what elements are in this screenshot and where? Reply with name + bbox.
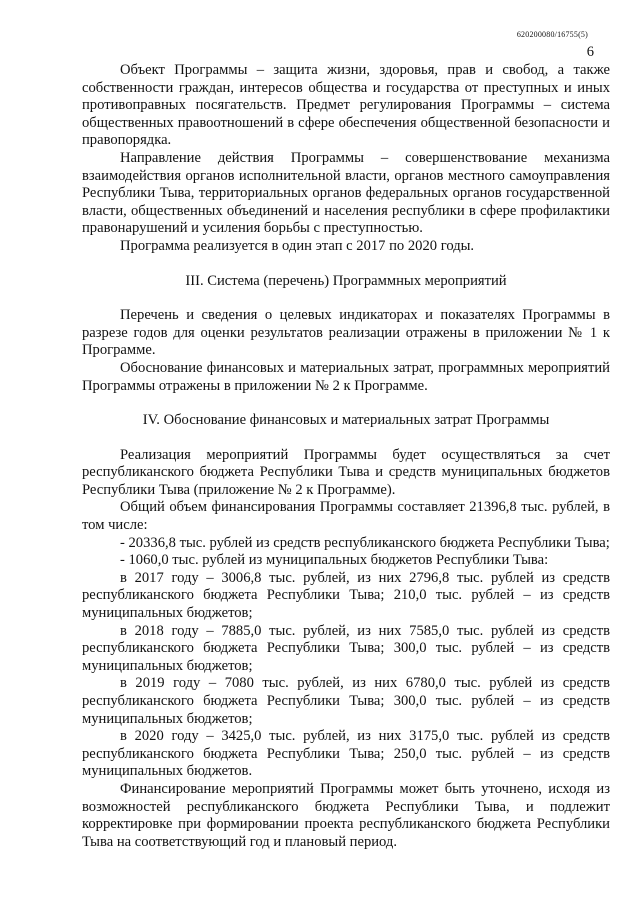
document-body — [82, 62, 610, 851]
section-heading-4: IV. Обоснование финансовых и материальных затрат Программы — [142, 412, 550, 429]
paragraph-funding-2018: в 2018 году – 7885,0 тыс. рублей, из них 7585,0 тыс. рублей из средств республиканского бюджета Республики Тыва; 300,0 тыс. рублей – из средств муниципальных бюджетов; — [82, 622, 610, 674]
paragraph-indicators: Перечень и сведения о целевых индикаторах и показателях Программы в разрезе годов для оценки результатов реализации отражены в приложении № 1 к Программе. — [82, 307, 610, 359]
paragraph-total-funding: Общий объем финансирования Программы составляет 21396,8 тыс. рублей, в том числе: — [82, 499, 610, 534]
paragraph-program-stage: Программа реализуется в один этап с 2017 по 2020 годы. — [120, 237, 475, 254]
page-number: 6 — [586, 44, 594, 60]
paragraph-program-direction: Направление действия Программы – совершенствование механизма взаимодействия органов исполнительной власти, органов местного самоуправления Республики Тыва, территориальных органов федеральных органов государственной власти, общественных объединений и населения республики в сфере профилактики правонарушений и усиления борьбы с преступностью. — [82, 149, 610, 237]
paragraph-program-object: Объект Программы – защита жизни, здоровья, прав и свобод, а также собственности граждан, интересов общества и государства от преступных и иных противоправных посягательств. Предмет регулирования Программы – система общественных правоотношений в сфере обеспечения общественной безопасности и правопорядка. — [82, 62, 610, 149]
paragraph-funding-2019: в 2019 году – 7080 тыс. рублей, из них 6780,0 тыс. рублей из средств республиканского бюджета Республики Тыва; 300,0 тыс. рублей – из средств муниципальных бюджетов; — [82, 675, 610, 727]
paragraph-funding-2020: в 2020 году – 3425,0 тыс. рублей, из них 3175,0 тыс. рублей из средств республиканского бюджета Республики Тыва; 250,0 тыс. рублей – из средств муниципальных бюджетов. — [82, 728, 610, 780]
paragraph-justification: Обоснование финансовых и материальных затрат, программных мероприятий Программы отражены в приложении № 2 к Программе. — [82, 359, 610, 394]
document-id: 620200080/16755(5) — [516, 30, 588, 39]
paragraph-implementation: Реализация мероприятий Программы будет осуществляться за счет республиканского бюджета Республики Тыва и средств муниципальных бюджетов Республики Тыва (приложение № 2 к Программе). — [82, 446, 610, 498]
paragraph-funding-adjustment: Финансирование мероприятий Программы может быть уточнено, исходя из возможностей республиканского бюджета Республики Тыва, и подлежит корректировке при формировании проекта республиканского бюджета Республики Тыва на соответствующий год и плановый период. — [82, 780, 610, 850]
list-item-republican-budget: - 20336,8 тыс. рублей из средств республиканского бюджета Республики Тыва; — [120, 534, 610, 551]
list-item-municipal-budgets: - 1060,0 тыс. рублей из муниципальных бюджетов Республики Тыва: — [120, 552, 549, 569]
paragraph-funding-2017: в 2017 году – 3006,8 тыс. рублей, из них 2796,8 тыс. рублей из средств республиканского бюджета Республики Тыва; 210,0 тыс. рублей – из средств муниципальных бюджетов; — [82, 569, 610, 622]
section-heading-3: III. Система (перечень) Программных мероприятий — [185, 272, 507, 289]
